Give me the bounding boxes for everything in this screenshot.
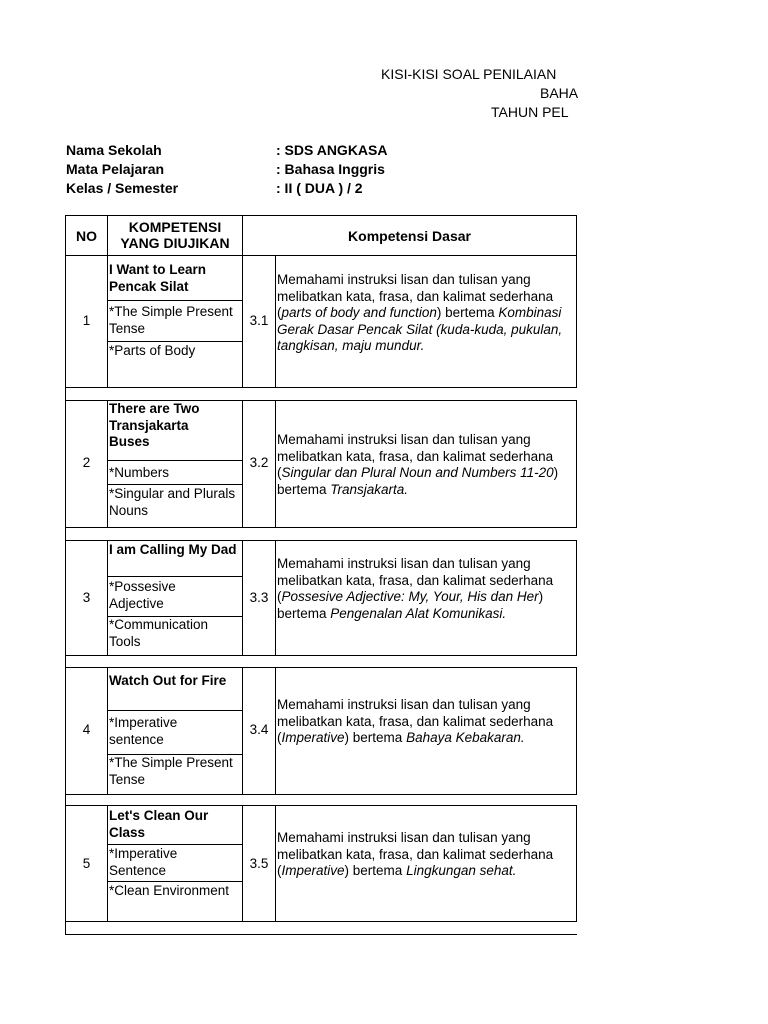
row-kd-text: Memahami instruksi lisan dan tulisan yang melibatkan kata, frasa, dan kalimat sederhana (Possesive Adjective: My, Your, His dan Her) bertema Pengenalan Alat Komunikasi. [277, 556, 554, 621]
row-kd-text: Memahami instruksi lisan dan tulisan yang melibatkan kata, frasa, dan kalimat sederhana (Singular dan Plural Noun and Numbers 11-20) bertema Transjakarta. [277, 432, 559, 497]
header-no: NO [76, 228, 97, 244]
row-subtopic: *Imperative sentence [109, 715, 178, 747]
row-no: 1 [82, 313, 91, 328]
info-label-subject: Mata Pelajaran [66, 161, 165, 177]
row-subtopic: *Possesive Adjective [109, 579, 176, 611]
row-kd-text: Memahami instruksi lisan dan tulisan yang melibatkan kata, frasa, dan kalimat sederhana (Imperative) bertema Lingkungan sehat. [277, 830, 554, 878]
row-subtopic: *Numbers [109, 465, 170, 480]
row-kd-code: 3.4 [249, 722, 269, 737]
info-label-school: Nama Sekolah [66, 142, 162, 158]
row-subtopic: *Communication Tools [109, 617, 209, 649]
info-label-class: Kelas / Semester [66, 180, 179, 196]
info-value-subject: : Bahasa Inggris [276, 161, 385, 177]
row-subtopic: *The Simple Present Tense [109, 755, 233, 787]
row-no: 3 [82, 590, 91, 605]
row-kd-code: 3.2 [249, 455, 269, 470]
row-topic: Watch Out for Fire [109, 673, 227, 688]
row-kd-text: Memahami instruksi lisan dan tulisan yang melibatkan kata, frasa, dan kalimat sederhana (Imperative) bertema Bahaya Kebakaran. [277, 697, 554, 745]
row-topic: I am Calling My Dad [109, 542, 237, 557]
row-topic: Let's Clean Our Class [109, 808, 209, 840]
doc-title-line2: BAHA [540, 85, 579, 101]
row-subtopic: *Singular and Plurals Nouns [109, 486, 236, 518]
row-kd-code: 3.5 [249, 856, 269, 871]
row-no: 5 [82, 856, 91, 871]
row-kd-code: 3.3 [249, 590, 269, 605]
row-subtopic: *Clean Environment [109, 883, 230, 898]
header-kompetensi-line2: YANG DIUJIKAN [120, 235, 230, 251]
row-no: 4 [82, 722, 91, 737]
header-kompetensi-line1: KOMPETENSI [128, 219, 222, 235]
header-kompetensi-dasar: Kompetensi Dasar [348, 228, 471, 244]
row-subtopic: *Parts of Body [109, 343, 196, 358]
row-topic: There are Two Transjakarta Buses [109, 401, 200, 449]
info-value-class: : II ( DUA ) / 2 [276, 180, 363, 196]
info-value-school: : SDS ANGKASA [276, 142, 388, 158]
row-topic: I Want to Learn Pencak Silat [109, 262, 206, 294]
doc-title-line3: TAHUN PEL [491, 104, 569, 120]
row-kd-text: Memahami instruksi lisan dan tulisan yang melibatkan kata, frasa, dan kalimat sederhana (parts of body and function) bertema Kombinasi Gerak Dasar Pencak Silat (kuda-kuda, pukulan, tangkisan, maju mundur. [277, 272, 563, 353]
row-kd-code: 3.1 [249, 313, 269, 328]
row-no: 2 [82, 455, 91, 470]
row-subtopic: *Imperative Sentence [109, 846, 178, 878]
row-subtopic: *The Simple Present Tense [109, 304, 233, 336]
doc-title-line1: KISI-KISI SOAL PENILAIAN [381, 66, 557, 82]
